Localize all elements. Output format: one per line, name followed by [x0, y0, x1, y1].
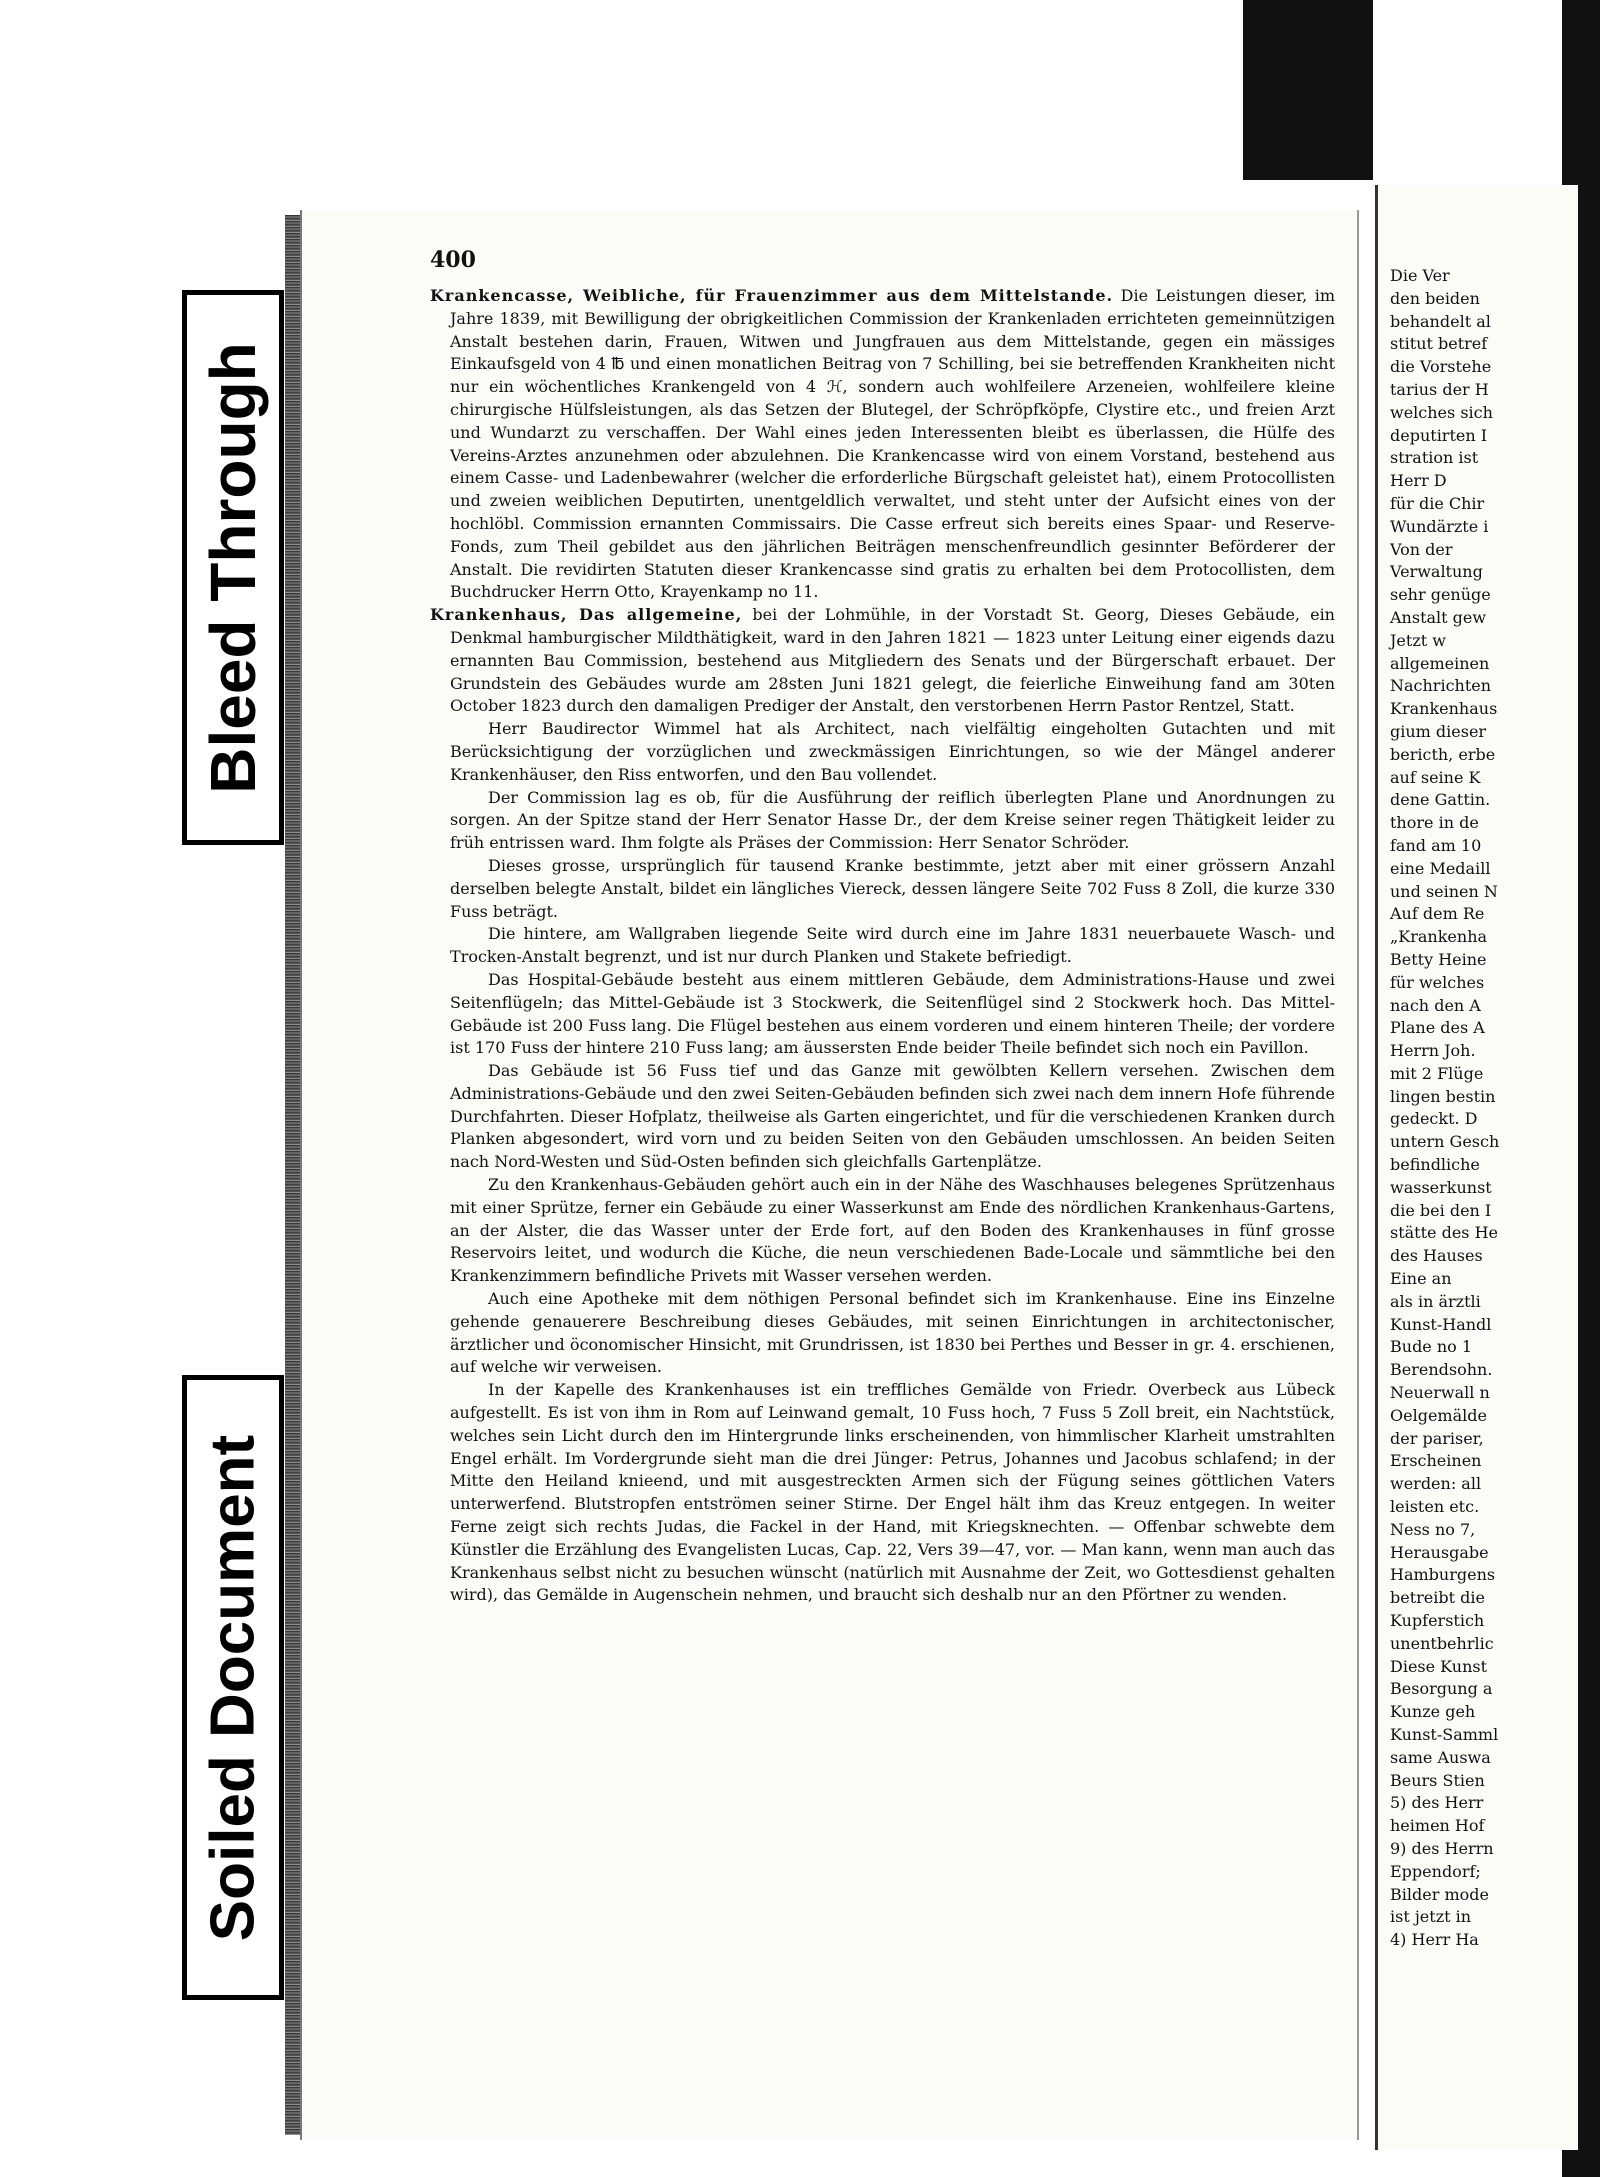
entry-krankenhaus	[430, 604, 1335, 718]
right-page-line: 4) Herr Ha	[1390, 1930, 1479, 1950]
right-page-line: Eine an	[1390, 1269, 1452, 1289]
right-page-line: Hamburgens	[1390, 1565, 1496, 1585]
right-page-line: Besorgung a	[1390, 1679, 1493, 1699]
entry-text: Die Leistungen dieser, im Jahre 1839, mit Bewilligung der obrigkeitlichen Commission der Krankenladen errichteten gemeinnützigen Anstalt bestehen darin, Frauen, Witwen und Jungfrauen aus dem Mittelstande, gegen ein mässiges Einkaufsgeld von 4 ℔ und einen monatlichen Beitrag von 7 Schilling, bei sie betreffenden Krankheiten nicht nur ein wöchentliches Krankengeld von 4 ℋ, sondern auch wohlfeilere Arzeneien, wohlfeilere kleine chirurgische Hülfsleistungen, als das Setzen der Blutegel, der Schröpfköpfe, Clystire etc., und freien Arzt und Wundarzt zu verschaffen. Der Wahl eines jeden Interessenten bleibt es überlassen, die Hülfe des Vereins-Arztes anzunehmen oder abzulehnen. Die Krankencasse wird von einem Vorstand, bestehend aus einem Casse- und Ladenbewahrer (welcher die erforderliche Bürgschaft geleistet hat), einem Protocollisten und zweien weiblichen Deputirten, unentgeldlich verwaltet, und steht unter der Aufsicht eines von der hochlöbl. Commission ernannten Commissairs. Die Casse erfreut sich bereits eines Spaar- und Reserve-Fonds, zum Theil gebildet aus den jährlichen Beiträgen menschenfreundlich gesinnter Beförderer der Anstalt. Die revidirten Statuten dieser Krankencasse sind gratis zu erhalten bei dem Protocollisten, dem Buchdrucker Herrn Otto, Krayenkamp no 11.	[450, 286, 1335, 602]
entry-heading: Krankencasse, Weibliche, für Frauenzimmer aus dem Mittelstande.	[430, 286, 1114, 305]
right-page-line: lingen bestin	[1390, 1086, 1496, 1106]
right-page-text	[1390, 265, 1499, 1952]
right-page-line: Diese Kunst	[1390, 1656, 1488, 1676]
page-number: 400	[430, 247, 476, 273]
right-page-line: Verwaltung	[1390, 562, 1483, 582]
soiled-document-label: Soiled Document	[198, 1434, 268, 1941]
right-page-line: wasserkunst	[1390, 1177, 1492, 1197]
right-page	[1375, 185, 1578, 2150]
right-page-line: same Auswa	[1390, 1747, 1491, 1767]
bleed-through-stamp	[182, 290, 284, 845]
right-page-line: Von der	[1390, 539, 1453, 559]
right-page-line: Bilder mode	[1390, 1884, 1489, 1904]
right-page-line: Anstalt gew	[1390, 607, 1487, 627]
right-page-line: 5) des Herr	[1390, 1793, 1484, 1813]
right-page-line: Betty Heine	[1390, 949, 1487, 969]
right-page-line: leisten etc.	[1390, 1497, 1480, 1517]
right-page-line: Nachrichten	[1390, 676, 1492, 696]
right-page-line: für die Chir	[1390, 493, 1485, 513]
right-page-line: Herrn Joh.	[1390, 1041, 1476, 1061]
right-page-line: dene Gattin.	[1390, 790, 1491, 810]
paragraph: Die hintere, am Wallgraben liegende Seite wird durch eine im Jahre 1831 neuerbauete Wasch- und Trocken-Anstalt begrenzt, und ist nur durch Planken und Stakete befriedigt.	[450, 924, 1335, 967]
right-page-line: des Hauses	[1390, 1246, 1483, 1266]
right-page-line: nach den A	[1390, 995, 1481, 1015]
right-page-line: Herr D	[1390, 471, 1447, 491]
right-page-line: unentbehrlic	[1390, 1633, 1494, 1653]
right-page-line: Erscheinen	[1390, 1451, 1482, 1471]
right-page-line: den beiden	[1390, 288, 1480, 308]
right-page-line: stration ist	[1390, 448, 1479, 468]
right-page-line: gedeckt. D	[1390, 1109, 1478, 1129]
right-page-line: die bei den I	[1390, 1200, 1492, 1220]
right-page-line: Herausgabe	[1390, 1542, 1489, 1562]
text-column	[430, 285, 1335, 1607]
right-page-line: „Krankenha	[1390, 927, 1488, 947]
right-page-line: als in ärztli	[1390, 1291, 1481, 1311]
right-page-line: Wundärzte i	[1390, 516, 1489, 536]
dark-margin-bar	[1243, 0, 1373, 180]
right-page-line: deputirten I	[1390, 425, 1488, 445]
entry-text: bei der Lohmühle, in der Vorstadt St. Georg, Dieses Gebäude, ein Denkmal hamburgischer Mildthätigkeit, ward in den Jahren 1821 — 1823 unter Leitung einer eigends dazu ernannten Bau Commission, bestehend aus Mitgliedern des Senats und der Bürgerschaft erbauet. Der Grundstein des Gebäudes wurde am 28sten Juni 1821 gelegt, die feierliche Einweihung fand am 30ten October 1823 durch den damaligen Prediger der Anstalt, den verstorbenen Herrn Pastor Rentzel, Statt.	[450, 605, 1335, 716]
right-page-line: 9) des Herrn	[1390, 1838, 1494, 1858]
right-page-line: Eppendorf;	[1390, 1861, 1481, 1881]
right-page-line: Neuerwall n	[1390, 1383, 1490, 1403]
right-page-line: Kunst-Handl	[1390, 1314, 1492, 1334]
right-page-line: Jetzt w	[1390, 630, 1446, 650]
right-page-line: Bude no 1	[1390, 1337, 1473, 1357]
right-page-line: befindliche	[1390, 1155, 1480, 1175]
right-page-line: werden: all	[1390, 1474, 1482, 1494]
paragraph: Dieses grosse, ursprünglich für tausend Kranke bestimmte, jetzt aber mit einer grössern Anzahl derselben belegte Anstalt, bildet ein längliches Viereck, dessen längere Seite 702 Fuss 8 Zoll, die kurze 330 Fuss beträgt.	[450, 855, 1335, 921]
paragraph: In der Kapelle des Krankenhauses ist ein treffliches Gemälde von Friedr. Overbeck aus Lübeck aufgestellt. Es ist von ihm in Rom auf Leinwand gemalt, 10 Fuss hoch, 7 Fuss 5 Zoll breit, ein Nachtstück, welches sein Licht durch den im Hintergrunde links erscheinenden, von himmlischer Klarheit umstrahlten Engel erhält. Im Vordergrunde sieht man die drei Jünger: Petrus, Johannes und Jacobus schlafend; in der Mitte den Heiland knieend, und mit ausgestreckten Armen sich der Fügung seines göttlichen Vaters unterwerfend. Blutstropfen entströmen seiner Stirne. Der Engel hält ihm das Kreuz entgegen. In weiter Ferne zeigt sich rechts Judas, die Fackel in der Hand, mit Kriegsknechten. — Offenbar schwebte dem Künstler die Erzählung des Evangelisten Lucas, Cap. 22, Vers 39—47, vor. — Man kann, wenn man auch das Krankenhaus selbst nicht zu besuchen wünscht (natürlich mit Ausnahme der Zeit, wo Gottesdienst gehalten wird), das Gemälde in Augenschein nehmen, und braucht sich deshalb nur an den Pförtner zu wenden.	[450, 1380, 1335, 1605]
right-page-line: bericth, erbe	[1390, 744, 1496, 764]
right-page-line: betreibt die	[1390, 1588, 1485, 1608]
entry-krankencasse	[430, 285, 1335, 604]
right-page-line: Kunze geh	[1390, 1702, 1476, 1722]
paragraph: Der Commission lag es ob, für die Ausführung der reiflich überlegten Plane und Anordnungen zu sorgen. An der Spitze stand der Herr Senator Hasse Dr., der dem Kreise seiner regen Thätigkeit leider zu früh entrissen ward. Ihm folgte als Präses der Commission: Herr Senator Schröder.	[450, 787, 1335, 853]
right-page-line: eine Medaill	[1390, 858, 1491, 878]
right-page-line: ist jetzt in	[1390, 1907, 1472, 1927]
bleed-through-label: Bleed Through	[197, 341, 269, 794]
right-page-line: allgemeinen	[1390, 653, 1490, 673]
right-page-line: Berendsohn.	[1390, 1360, 1493, 1380]
right-page-line: Ness no 7,	[1390, 1519, 1476, 1539]
right-page-line: fand am 10	[1390, 835, 1482, 855]
right-page-line: behandelt al	[1390, 311, 1491, 331]
right-page-line: stitut betref	[1390, 334, 1488, 354]
right-page-line: Beurs Stien	[1390, 1770, 1485, 1790]
paragraph: Auch eine Apotheke mit dem nöthigen Personal befindet sich im Krankenhause. Eine ins Einzelne gehende genauerere Beschreibung dieses Gebäudes, mit seinen Einrichtungen in architectonischer, ärztlicher und öconomischer Hinsicht, mit Grundrissen, ist 1830 bei Perthes und Besser in gr. 4. erschienen, auf welche wir verweisen.	[450, 1289, 1335, 1377]
right-page-line: untern Gesch	[1390, 1132, 1500, 1152]
right-page-line: und seinen N	[1390, 881, 1498, 901]
soiled-document-stamp	[182, 1375, 284, 2000]
right-page-line: Oelgemälde	[1390, 1405, 1487, 1425]
right-page-line: Krankenhaus	[1390, 699, 1498, 719]
paragraph: Zu den Krankenhaus-Gebäuden gehört auch ein in der Nähe des Waschhauses belegenes Sprützenhaus mit einer Sprütze, ferner ein Gebäude zu einer Wasserkunst am Ende des nördlichen Krankenhaus-Gartens, an der Alster, die das Wasser unter der Erde fort, auf den Boden des Krankenhauses in fünf grosse Reservoirs leitet, und wodurch die Küche, die neun verschiedenen Bade-Locale und sämmtliche bei den Krankenzimmern befindliche Privets mit Wasser versehen werden.	[450, 1175, 1335, 1286]
right-page-line: die Vorstehe	[1390, 357, 1492, 377]
right-page-line: Kupferstich	[1390, 1611, 1485, 1631]
right-page-line: auf seine K	[1390, 767, 1481, 787]
right-page-line: heimen Hof	[1390, 1816, 1485, 1836]
right-page-line: Kunst-Samml	[1390, 1725, 1499, 1744]
right-page-line: Auf dem Re	[1390, 904, 1485, 924]
right-page-line: welches sich	[1390, 402, 1493, 422]
right-page-line: stätte des He	[1390, 1223, 1499, 1243]
right-page-line: der pariser,	[1390, 1428, 1484, 1448]
right-page-line: gium dieser	[1390, 721, 1487, 741]
right-page-line: sehr genüge	[1390, 585, 1491, 605]
right-page-line: mit 2 Flüge	[1390, 1063, 1484, 1083]
right-page-line: thore in de	[1390, 813, 1479, 833]
right-page-line: Die Ver	[1390, 266, 1450, 285]
right-page-line: für welches	[1390, 972, 1485, 992]
paragraph: Das Gebäude ist 56 Fuss tief und das Ganze mit gewölbten Kellern versehen. Zwischen dem Administrations-Gebäude und den zwei Seiten-Gebäuden befinden sich zwei nach dem innern Hofe führende Durchfahrten. Dieser Hofplatz, theilweise als Garten eingerichtet, und für die verschiedenen Kranken durch Planken abgesondert, wird vorn und zu beiden Seiten von den Gebäuden umschlossen. An beiden Seiten nach Nord-Westen und Süd-Osten befinden sich gleichfalls Gartenplätze.	[450, 1061, 1335, 1172]
paragraph: Das Hospital-Gebäude besteht aus einem mittleren Gebäude, dem Administrations-Hause und zwei Seitenflügeln; das Mittel-Gebäude ist 3 Stockwerk, die Seitenflügel sind 2 Stockwerk hoch. Das Mittel-Gebäude ist 200 Fuss lang. Die Flügel bestehen aus einem vorderen und einem hinteren Theile; der vordere ist 170 Fuss der hintere 210 Fuss lang; am äussersten Ende beider Theile befindet sich noch ein Pavillon.	[450, 969, 1335, 1058]
right-page-line: Plane des A	[1390, 1018, 1485, 1038]
right-page-line: tarius der H	[1390, 379, 1489, 399]
entry-heading: Krankenhaus, Das allgemeine,	[430, 605, 743, 625]
paragraph: Herr Baudirector Wimmel hat als Architect, nach vielfältig eingeholten Gutachten und mit Berücksichtigung der vorzüglichen und zweckmässigen Einrichtungen, so wie der Mängel anderer Krankenhäuser, den Riss entworfen, und den Bau vollendet.	[450, 719, 1335, 784]
